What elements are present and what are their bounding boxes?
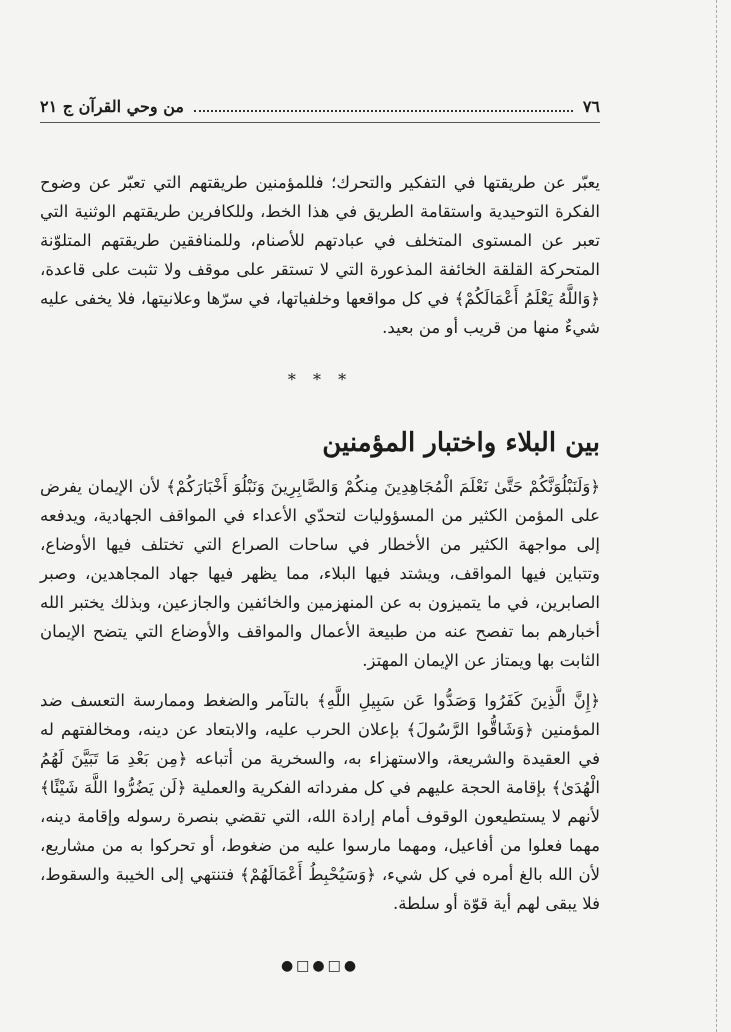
page-header xyxy=(40,92,600,120)
header-rule xyxy=(40,122,600,123)
paragraph-3: ﴿إِنَّ الَّذِينَ كَفَرُوا وَصَدُّوا عَن سَبِيلِ اللَّهِ﴾ بالتآمر والضغط وممارسة التعسف ضد المؤمنين ﴿وَشَاقُّوا الرَّسُولَ﴾ بإعلان الحرب عليه، والابتعاد عن دينه، ومخالفتهم له في العقيدة والشريعة، والاستهزاء به، والسخرية من أتباعه ﴿مِن بَعْدِ مَا تَبَيَّنَ لَهُمُ الْهُدَىٰ﴾ بإقامة الحجة عليهم في كل مفرداته الفكرية والعملية ﴿لَن يَضُرُّوا اللَّهَ شَيْئًا﴾ لأنهم لا يستطيعون الوقوف أمام إرادة الله، التي تقضي بنصرة رسوله وإقامة دينه، مهما فعلوا من أفاعيل، ومهما مارسوا عليه من ضغوط، أو تحركوا به من مشاريع، لأن الله بالغ أمره في كل شيء، ﴿وَسَيُحْبِطُ أَعْمَالَهُمْ﴾ فتنتهي إلى الخيبة والسقوط، فلا يبقى لهم أية قوّة أو سلطة. xyxy=(40,691,600,913)
paragraph-2: ﴿وَلَنَبْلُوَنَّكُمْ حَتَّىٰ نَعْلَمَ الْمُجَاهِدِينَ مِنكُمْ وَالصَّابِرِينَ وَنَبْلُوَ أَخْبَارَكُمْ﴾ لأن الإيمان يفرض على المؤمن الكثير من المسؤوليات لتحدّي الأعداء في المواقف الجهادية، ويدفعه إلى مواجهة الكثير من الأخطار في ساحات الصراع التي تختلف فيها الأوضاع، وتتباين فيها المواقف، ويشتد فيها البلاء، مما يظهر فيها جهاد المجاهدين، وصبر الصابرين، في ما يتميزون به عن المنهزمين والخائفين والجازعين، وبذلك يختبر الله أخبارهم بما تفصح عنه من طبيعة الأعمال والمواقف والأوضاع التي يتضح الإيمان الثابت بها ويمتاز عن الإيمان المهتز. xyxy=(40,477,600,670)
page-edge xyxy=(716,0,731,1032)
section-heading: بين البلاء واختبار المؤمنين xyxy=(322,428,600,458)
header-dots xyxy=(194,100,573,112)
section-separator: * * * xyxy=(287,370,353,389)
footer-ornament: ●□●□● xyxy=(280,958,360,974)
book-title: من وحي القرآن ج ٢١ xyxy=(40,96,184,116)
page-number: ٧٦ xyxy=(582,96,600,116)
paragraph-1: يعبّر عن طريقتها في التفكير والتحرك؛ فللمؤمنين طريقتهم التي تعبّر عن وضوح الفكرة التوحيدية واستقامة الطريق في هذا الخط، وللكافرين طريقتهم الوثنية التي تعبر عن المستوى المتخلف في عبادتهم للأصنام، وللمنافقين طريقتهم المتلوّنة المتحركة القلقة الخائفة المذعورة التي لا تستقر على موقف ولا تثبت على قاعدة، ﴿وَاللَّهُ يَعْلَمُ أَعْمَالَكُمْ﴾ في كل مواقعها وخلفياتها، في سرّها وعلانيتها، فلا يخفى عليه شيءٌ منها من قريب أو من بعيد. xyxy=(40,173,600,337)
